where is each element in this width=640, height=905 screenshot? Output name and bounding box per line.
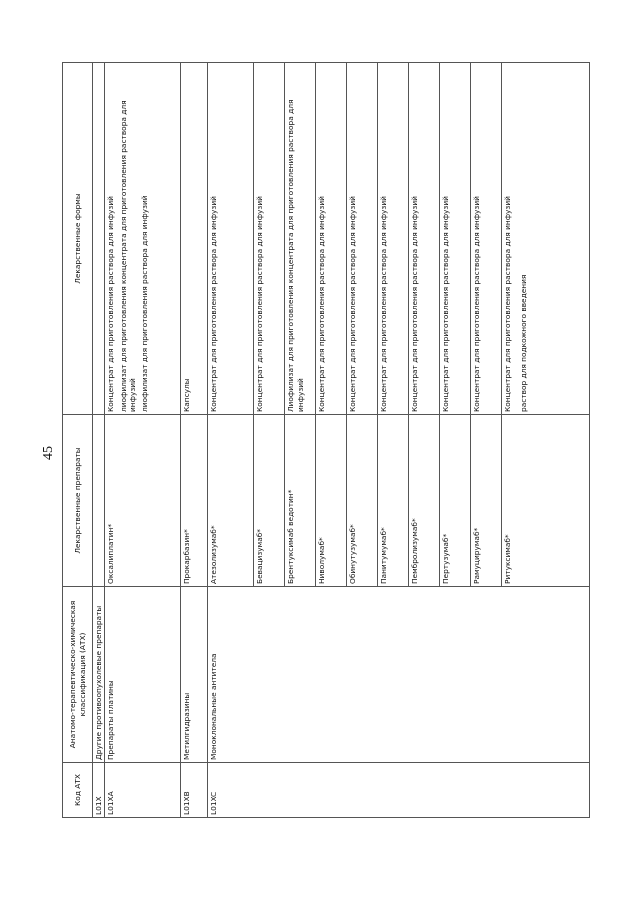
table-header-row [63, 63, 93, 818]
dosage-form: лиофилизат для приготовления раствора для инфузий [140, 195, 149, 412]
drug-name: Рамуцирумаб* [471, 415, 502, 587]
drug-name: Обинутузумаб* [347, 415, 378, 587]
table-row [105, 63, 181, 818]
table-row [93, 63, 105, 818]
dosage-form: Концентрат для приготовления раствора для инфузий [106, 196, 116, 412]
forms-cell [440, 63, 471, 415]
drug-name: Ниволумаб* [316, 415, 347, 587]
dosage-form: Концентрат для приготовления раствора для инфузий [503, 196, 513, 412]
atc-code: L01X [93, 763, 105, 818]
drug-name: Оксалиплатин* [105, 415, 181, 587]
dosage-form: Концентрат для приготовления раствора для инфузий [255, 196, 265, 412]
forms-cell [316, 63, 347, 415]
page-number: 45 [41, 446, 56, 460]
drug-name: Ритуксимаб* [502, 415, 590, 587]
drug-name: Пембролизумаб* [409, 415, 440, 587]
forms-cell [471, 63, 502, 415]
dosage-form: Концентрат для приготовления раствора для инфузий [472, 196, 482, 412]
atc-code: L01XA [105, 763, 181, 818]
drug-table-container [62, 62, 550, 818]
dosage-form: лиофилизат для приготовления концентрата для приготовления раствора для инфузий [118, 100, 137, 412]
dosage-form: Капсулы [182, 378, 192, 412]
forms-cell [208, 63, 254, 415]
forms-cell [254, 63, 285, 415]
drug-cell [93, 415, 105, 587]
forms-cell [181, 63, 208, 415]
dosage-form: раствор для подкожного введения [518, 274, 528, 412]
header-forms: Лекарственные формы [63, 63, 93, 415]
forms-cell [93, 63, 105, 415]
drug-table [62, 62, 590, 818]
forms-cell [105, 63, 181, 415]
atc-classification: Метилгидразины [181, 587, 208, 763]
drug-name: Брентуксимаб ведотин* [285, 415, 316, 587]
atc-classification: Моноклональные антитела [208, 587, 590, 763]
dosage-form: Лиофилизат для приготовления концентрата для приготовления раствора для инфузий [286, 99, 305, 412]
atc-classification: Препараты платины [105, 587, 181, 763]
dosage-form: Концентрат для приготовления раствора для инфузий [209, 196, 219, 412]
atc-code: L01XC [208, 763, 590, 818]
drug-name: Пертузумаб* [440, 415, 471, 587]
header-code: Код АТХ [63, 763, 93, 818]
table-row [208, 63, 254, 818]
forms-cell [347, 63, 378, 415]
rotated-table-frame [62, 62, 550, 818]
forms-cell [409, 63, 440, 415]
atc-code: L01XB [181, 763, 208, 818]
dosage-form: Концентрат для приготовления раствора для инфузий [379, 196, 389, 412]
drug-name: Бевацизумаб* [254, 415, 285, 587]
forms-cell [285, 63, 316, 415]
dosage-form: Концентрат для приготовления раствора для инфузий [348, 196, 358, 412]
drug-name: Прокарбазин* [181, 415, 208, 587]
dosage-form: Концентрат для приготовления раствора для инфузий [410, 196, 420, 412]
drug-name: Панитумумаб* [378, 415, 409, 587]
header-drugs: Лекарственные препараты [63, 415, 93, 587]
drug-name: Атезолизумаб* [208, 415, 254, 587]
dosage-form: Концентрат для приготовления раствора для инфузий [441, 196, 451, 412]
dosage-form: Концентрат для приготовления раствора для инфузий [317, 196, 327, 412]
header-classification: Анатомо-терапевтическо-химическая классификация (АТХ) [63, 587, 93, 763]
atc-classification: Другие противоопухолевые препараты [93, 587, 105, 763]
forms-cell [502, 63, 590, 415]
table-row [181, 63, 208, 818]
forms-cell [378, 63, 409, 415]
